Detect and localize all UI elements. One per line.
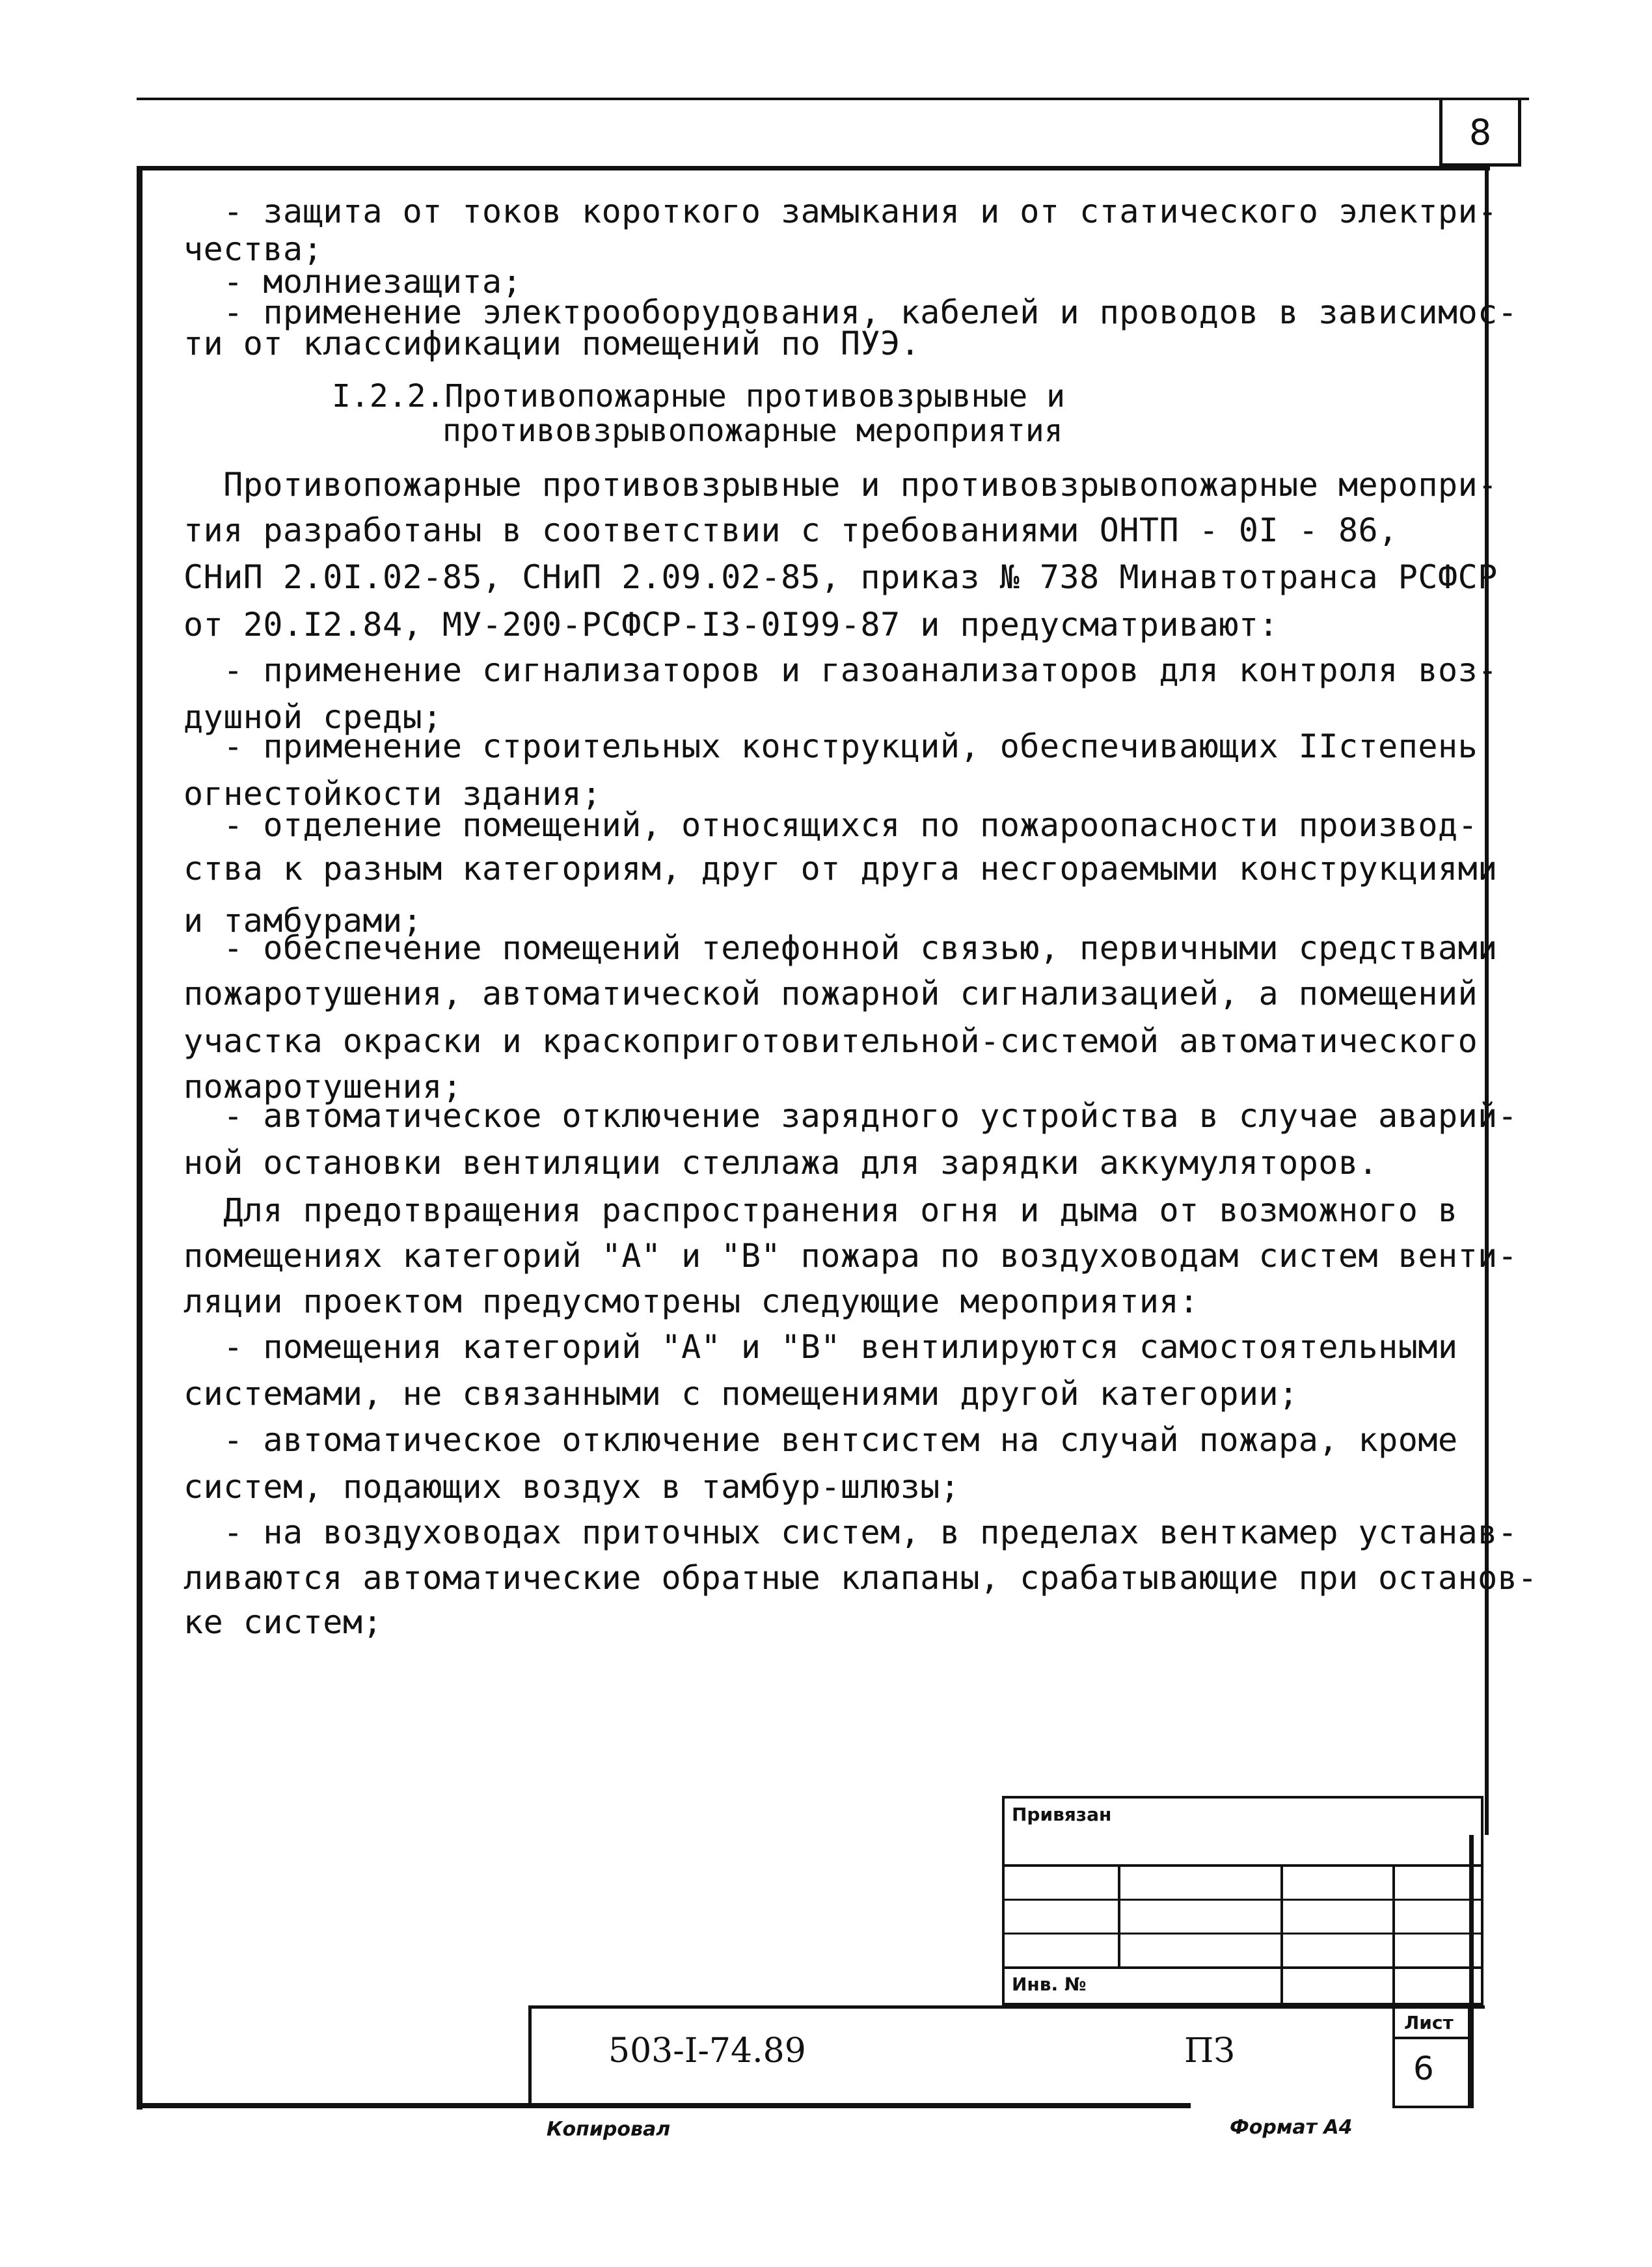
section-heading [332, 378, 1066, 414]
body-line: - на воздуховодах приточных систем, в пределах венткамер устанав- [183, 1514, 1518, 1551]
body-line: СНиП 2.0I.02-85, СНиП 2.09.02-85, приказ № 738 Минавтотранса РСФСР [183, 558, 1498, 596]
frame-top-border [137, 166, 1490, 170]
stamp-grid-line [1280, 1864, 1283, 2004]
format-label: Формат А4 [1230, 2116, 1353, 2139]
inv-no-label: Инв. № [1012, 1974, 1087, 1995]
title-block-top [528, 2005, 1485, 2009]
frame-left-border [137, 167, 142, 2110]
section-title-line1: Противопожарные противовзрывные и [444, 378, 1066, 414]
body-line: ляции проектом предусмотрены следующие мероприятия: [183, 1283, 1199, 1320]
text-line: - применение электрооборудования, кабелей и проводов в зависимос- [183, 293, 1518, 331]
body-line: - обеспечение помещений телефонной связью, первичными средствами [183, 929, 1498, 967]
privyazan-label: Привязан [1012, 1804, 1112, 1825]
body-line: - применение строительных конструкций, обеспечивающих IIстепень [183, 727, 1478, 765]
body-line: - применение сигнализаторов и газоанализаторов для контроля воз- [183, 651, 1498, 689]
section-title-line2: противовзрывопожарные мероприятия [442, 413, 1063, 449]
stamp-grid-line [1392, 1864, 1395, 2004]
body-line: и тамбурами; [183, 902, 423, 940]
body-line: ства к разным категориям, друг от друга несгораемыми конструкциями [183, 850, 1498, 888]
document-code: 503-I-74.89 [608, 2031, 806, 2070]
title-block-left [528, 2005, 532, 2106]
body-line: - автоматическое отключение вентсистем на случай пожара, кроме [183, 1421, 1458, 1459]
body-line: пожаротушения, автоматической пожарной сигнализацией, а помещений [183, 975, 1478, 1012]
body-line: ке систем; [183, 1603, 383, 1641]
top-rule [137, 98, 1529, 100]
stamp-grid-line [1002, 1864, 1483, 1867]
sheet-cell-divider [1392, 2037, 1470, 2039]
body-line: пожаротушения; [183, 1068, 463, 1106]
page-number: 8 [1469, 112, 1492, 153]
text-line: ти от классификации помещений по ПУЭ. [183, 325, 921, 362]
body-line: - автоматическое отключение зарядного устройства в случае аварий- [183, 1097, 1518, 1135]
stamp-grid-line [1118, 1864, 1120, 1968]
text-line: чества; [183, 230, 323, 268]
body-line: Для предотвращения распространения огня и дыма от возможного в [183, 1191, 1458, 1229]
copied-label: Копировал [547, 2118, 671, 2141]
body-line: - отделение помещений, относящихся по пожароопасности производ- [183, 806, 1478, 844]
body-line: помещениях категорий "А" и "В" пожара по воздуховодам систем венти- [183, 1237, 1518, 1275]
body-line: тия разработаны в соответствии с требованиями ОНТП - 0I - 86, [183, 511, 1398, 549]
sheet-label: Лист [1404, 2012, 1454, 2033]
body-line: душной среды; [183, 698, 442, 736]
body-line: Противопожарные противовзрывные и противовзрывопожарные меропри- [183, 466, 1498, 504]
stamp-grid-line [1002, 1933, 1483, 1934]
stamp-grid-line [1002, 1899, 1483, 1901]
body-line: от 20.I2.84, МУ-200-РСФСР-I3-0I99-87 и предусматривают: [183, 606, 1279, 644]
section-number: I.2.2. [332, 378, 445, 414]
body-line: - помещения категорий "А" и "В" вентилируются самостоятельными [183, 1328, 1458, 1366]
body-line: системами, не связанными с помещениями другой категории; [183, 1375, 1299, 1413]
body-line: ливаются автоматические обратные клапаны, срабатывающие при останов- [183, 1559, 1537, 1597]
sheet-number: 6 [1413, 2050, 1434, 2087]
page-number-box [1439, 98, 1521, 167]
section-code: ПЗ [1184, 2031, 1235, 2070]
stamp-grid-line [1002, 1966, 1483, 1969]
text-line: - молниезащита; [183, 263, 522, 301]
body-line: огнестойкости здания; [183, 775, 602, 813]
text-line: - защита от токов короткого замыкания и от статического электри- [183, 193, 1498, 230]
body-line: ной остановки вентиляции стеллажа для зарядки аккумуляторов. [183, 1144, 1379, 1182]
body-line: систем, подающих воздух в тамбур-шлюзы; [183, 1468, 960, 1506]
frame-bottom-border [137, 2103, 1191, 2108]
body-line: участка окраски и краскоприготовительной-системой автоматического [183, 1022, 1478, 1060]
